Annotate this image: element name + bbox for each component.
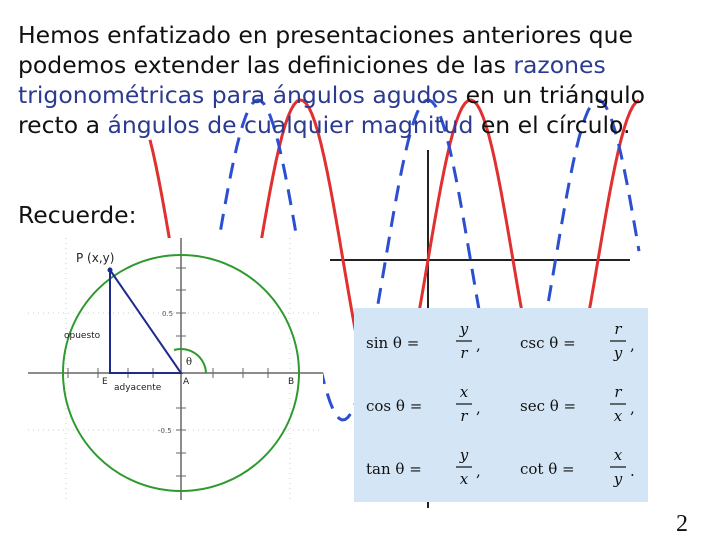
unit-circle-diagram [28, 238, 323, 500]
point-p-dot [108, 268, 113, 273]
cot-name: cot θ = [520, 460, 575, 478]
reference-triangle [110, 270, 181, 373]
sec-numerator: r [614, 383, 622, 401]
formula-sin [366, 320, 481, 362]
formula-sec [520, 383, 635, 425]
point-b-label: B [288, 377, 295, 387]
csc-denominator: y [613, 344, 623, 362]
tan-numerator: y [459, 446, 469, 464]
sec-denominator: x [613, 407, 623, 425]
trig-formula-box [354, 308, 648, 502]
intro-text-1: Hemos enfatizado en presentaciones anteriores que podemos extender las definiciones de las [18, 21, 633, 79]
highlight-acute-angles: razones trigonométricas para ángulos agudos [18, 51, 606, 109]
cos-name: cos θ = [366, 397, 423, 415]
intro-paragraph [18, 20, 708, 140]
sec-separator: , [630, 399, 635, 417]
tan-separator: , [476, 462, 481, 480]
csc-name: csc θ = [520, 334, 576, 352]
highlight-any-angle: ángulos de cualquier magnitud [107, 111, 474, 139]
formula-tan [366, 446, 481, 488]
cos-separator: , [476, 399, 481, 417]
formula-cot [520, 446, 635, 488]
formula-cos [366, 383, 481, 425]
sin-numerator: y [459, 320, 469, 338]
tan-denominator: x [459, 470, 469, 488]
point-a-label: A [183, 377, 190, 387]
csc-separator: , [630, 336, 635, 354]
sin-denominator: r [460, 344, 468, 362]
grid-lines [28, 238, 323, 500]
theta-label: θ [186, 357, 193, 368]
adjacent-label: adyacente [114, 383, 162, 393]
formula-svg [354, 308, 648, 502]
point-e-label: E [102, 377, 108, 387]
tan-name: tan θ = [366, 460, 422, 478]
tick-label-negative: -0.5 [158, 427, 172, 435]
point-p-label: P (x,y) [76, 251, 115, 265]
sin-name: sin θ = [366, 334, 420, 352]
intro-text-3: en el círculo. [473, 111, 631, 139]
opposite-label: opuesto [64, 331, 101, 341]
sin-separator: , [476, 336, 481, 354]
cot-numerator: x [613, 446, 623, 464]
cot-denominator: y [613, 470, 623, 488]
tick-label-positive: 0.5 [162, 310, 174, 318]
formula-csc [520, 320, 635, 362]
intro-text-2: en un triángulo recto a [18, 81, 646, 139]
page-number: 2 [676, 511, 688, 537]
recuerde-label: Recuerde: [18, 201, 137, 229]
sec-name: sec θ = [520, 397, 577, 415]
cos-numerator: x [459, 383, 469, 401]
csc-numerator: r [614, 320, 622, 338]
cos-denominator: r [460, 407, 468, 425]
unit-circle-svg [28, 238, 323, 500]
cot-separator: . [630, 462, 635, 480]
